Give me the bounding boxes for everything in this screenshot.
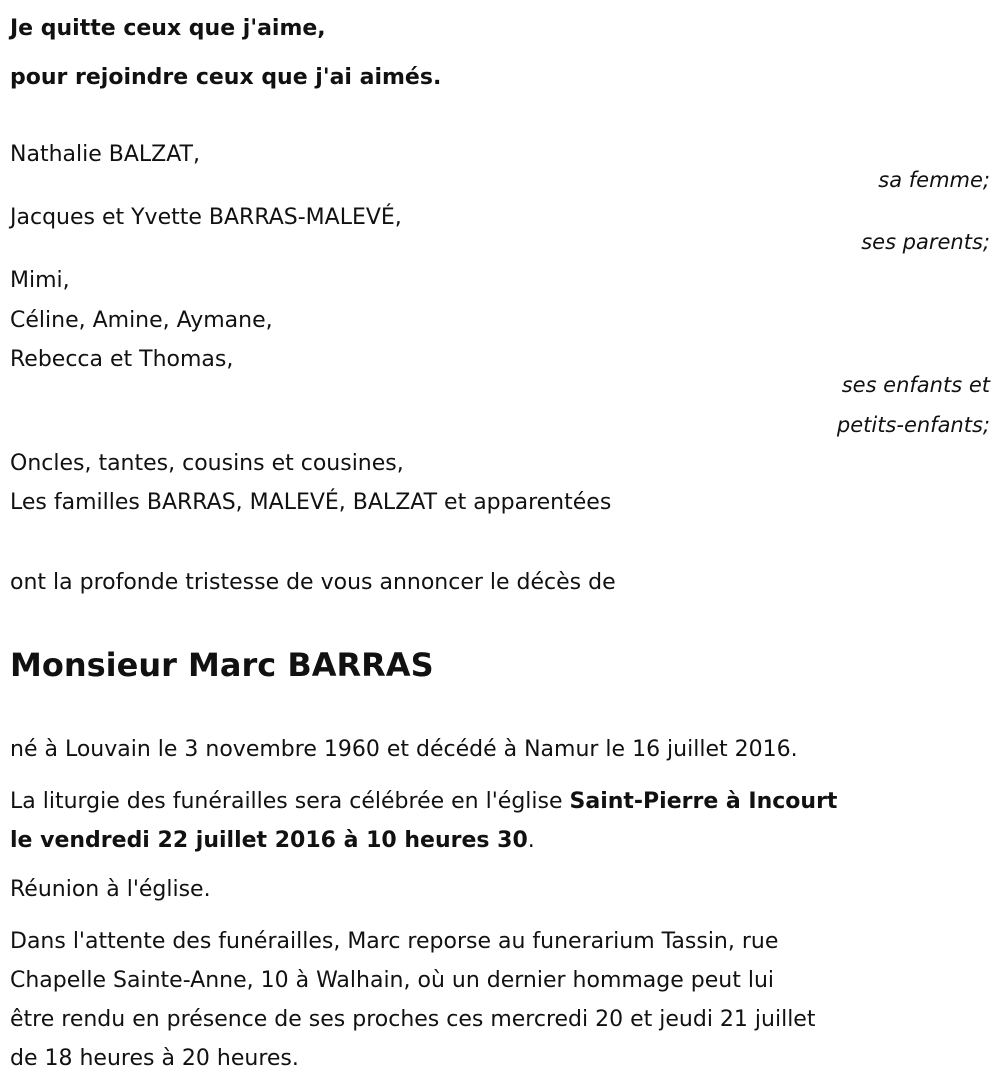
liturgy-end: .	[527, 828, 535, 853]
children-line: Rebecca et Thomas,	[10, 347, 234, 372]
children-role: ses enfants et	[841, 373, 990, 397]
liturgy-date-line	[10, 826, 535, 856]
parents-role: ses parents;	[861, 230, 990, 254]
other-family: Oncles, tantes, cousins et cousines,	[10, 451, 404, 476]
visitation-line: de 18 heures à 20 heures.	[10, 1046, 299, 1071]
children-line: Mimi,	[10, 268, 70, 293]
liturgy-prefix: La liturgie des funérailles sera célébrée en l'église	[10, 789, 570, 814]
liturgy-place: Saint-Pierre à Incourt	[569, 789, 838, 814]
parents-names: Jacques et Yvette BARRAS-MALEVÉ,	[10, 205, 402, 230]
liturgy-date: le vendredi 22 juillet 2016 à 10 heures 30	[10, 828, 528, 853]
children-line: Céline, Amine, Aymane,	[10, 308, 273, 333]
visitation-line: Chapelle Sainte-Anne, 10 à Walhain, où un dernier hommage peut lui	[10, 968, 775, 993]
meeting: Réunion à l'église.	[10, 877, 211, 902]
deceased-name: Monsieur Marc BARRAS	[10, 646, 434, 684]
epitaph-line: pour rejoindre ceux que j'ai aimés.	[10, 65, 442, 90]
other-family: Les familles BARRAS, MALEVÉ, BALZAT et apparentées	[10, 490, 612, 515]
liturgy-line	[10, 787, 837, 817]
wife-role: sa femme;	[878, 168, 990, 192]
visitation-line: être rendu en présence de ses proches ces mercredi 20 et jeudi 21 juillet	[10, 1007, 816, 1032]
wife-name: Nathalie BALZAT,	[10, 142, 200, 167]
children-role: petits-enfants;	[836, 413, 990, 437]
announcement: ont la profonde tristesse de vous annoncer le décès de	[10, 570, 616, 595]
visitation-line: Dans l'attente des funérailles, Marc reporse au funerarium Tassin, rue	[10, 929, 779, 954]
epitaph-line: Je quitte ceux que j'aime,	[10, 16, 326, 41]
birth-death: né à Louvain le 3 novembre 1960 et décédé à Namur le 16 juillet 2016.	[10, 737, 798, 762]
